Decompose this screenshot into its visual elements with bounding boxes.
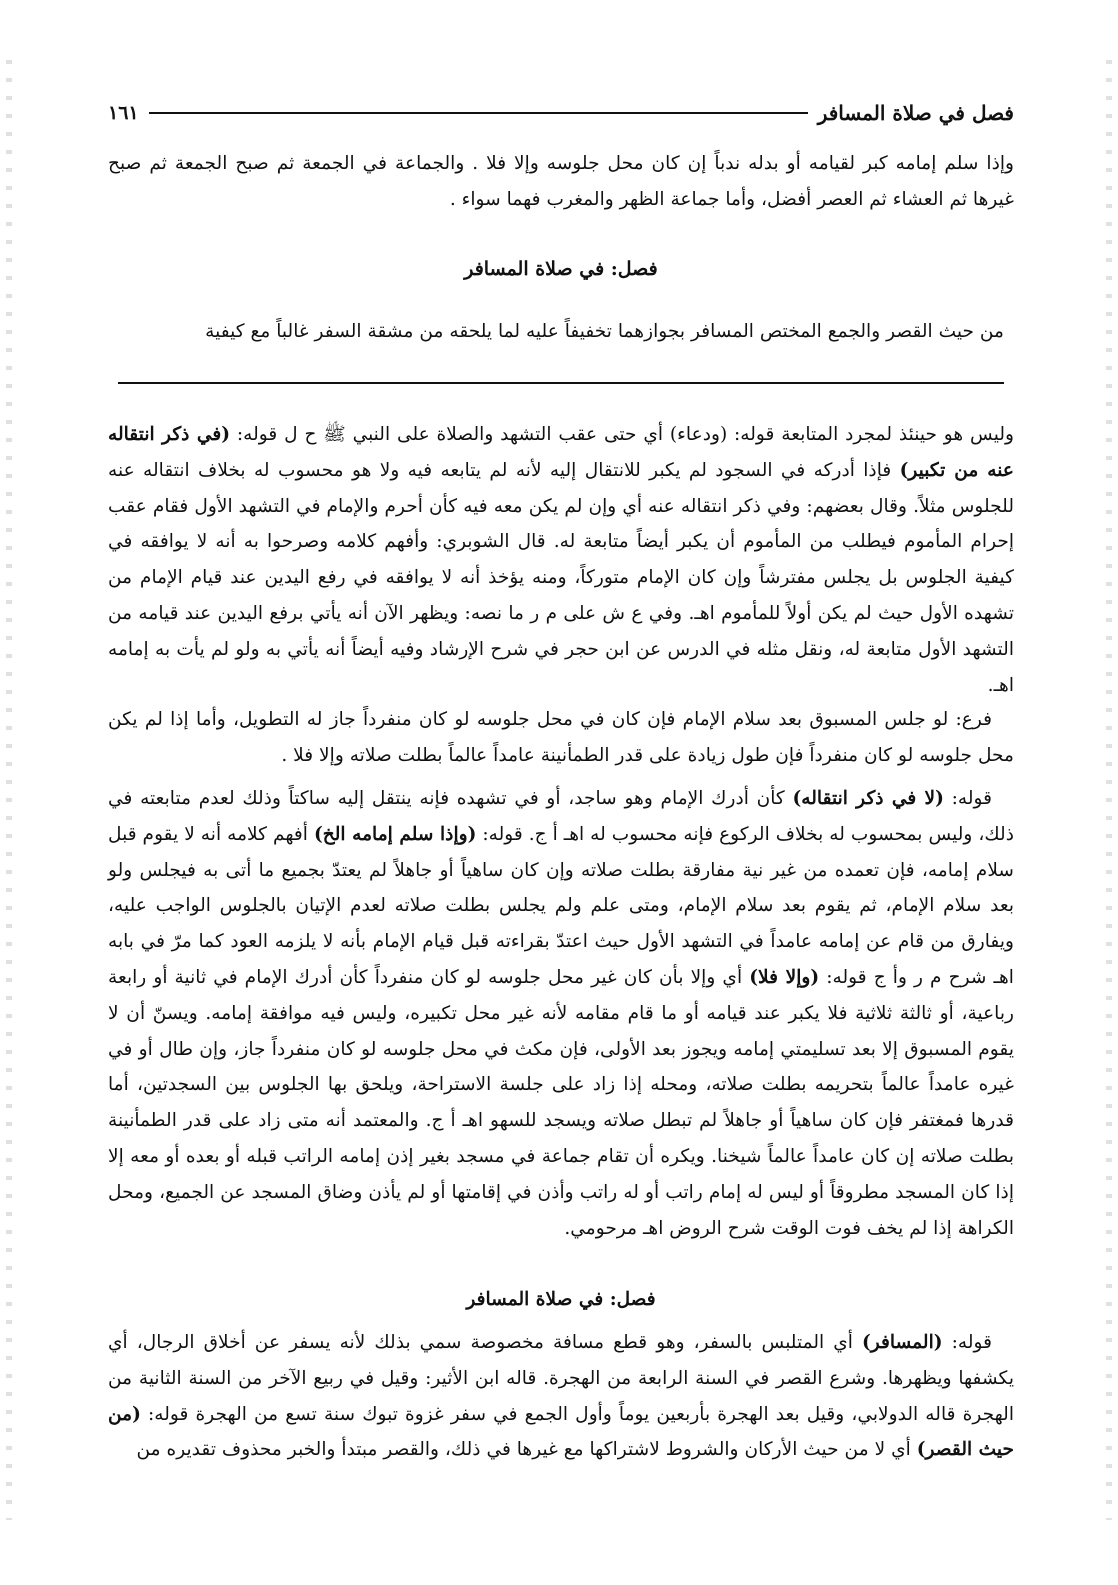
matn-paragraph-2: من حيث القصر والجمع المختص المسافر بجوازهما تخفيفاً عليه لما يلحقه من مشقة السفر غالباً مع كيفية bbox=[205, 321, 1004, 342]
page-number: ١٦١ bbox=[108, 102, 139, 124]
matn-paragraph: وإذا سلم إمامه كبر لقيامه أو بدله ندباً إن كان محل جلوسه وإلا فلا . والجماعة في الجمعة ثم صبح الجمعة ثم صبح غيرها ثم العشاء ثم العصر أفضل، وأما جماعة الظهر والمغرب فهما سواء . bbox=[108, 153, 1014, 210]
commentary-paragraph-2: فرع: لو جلس المسبوق بعد سلام الإمام فإن كان في محل جلوسه لو كان منفرداً جاز له التطويل، وأما إذا لم يكن محل جلوسه لو كان منفرداً فإن طول زيادة على قدر الطمأنينة عامداً عالماً بطلت صلاته وإلا فلا . bbox=[108, 709, 1014, 766]
page-edge-right bbox=[1106, 60, 1112, 1520]
page-edge-left bbox=[6, 60, 12, 1520]
section-heading-2: فصل: في صلاة المسافر bbox=[466, 1289, 656, 1310]
section-heading: فصل: في صلاة المسافر bbox=[464, 258, 658, 280]
header-title: فصل في صلاة المسافر bbox=[817, 101, 1014, 125]
running-header bbox=[108, 96, 1014, 130]
commentary-paragraph-1: وليس هو حينئذ لمجرد المتابعة قوله: (ودعاء) أي حتى عقب التشهد والصلاة على النبي ﷺ ح ل قوله: (في ذكر انتقاله عنه من تكبير) فإذا أدركه في السجود لم يكبر للانتقال إليه لأنه لم يتابعه فيه ولا هو محسوب له بخلاف انتقاله عنه للجلوس مثلاً. وقال بعضهم: وفي ذكر انتقاله عنه أي وإن لم يكن معه فيه كأن أحرم والإمام في التشهد الأول فقام عقب إحرام المأموم فيطلب من المأموم أن يكبر أيضاً متابعة له. قال الشوبري: وأفهم كلامه وصرحوا به أنه لا يوافقه في كيفية الجلوس بل يجلس مفترشاً وإن كان الإمام متوركاً، ومنه يؤخذ أنه لا يوافقه في رفع اليدين عند قيام الإمام من تشهده الأول حيث لم يكن أولاً للمأموم اهـ. وفي ع ش على م ر ما نصه: ويظهر الآن أنه يأتي برفع اليدين عند قيامه من التشهد الأول متابعة له، ونقل مثله في الدرس عن ابن حجر في شرح الإرشاد وفيه أيضاً أنه يأتي به ولو لم يأت به إمامه اهـ. bbox=[108, 424, 1014, 696]
commentary-paragraph-4: قوله: (المسافر) أي المتلبس بالسفر، وهو قطع مسافة مخصوصة سمي بذلك لأنه يسفر عن أخلاق الرجال، أي يكشفها ويظهرها. وشرع القصر في السنة الرابعة من الهجرة. قاله ابن الأثير: وقيل في ربيع الآخر من السنة الثانية من الهجرة قاله الدولابي، وقيل بعد الهجرة بأربعين يوماً وأول الجمع في سفر غزوة تبوك سنة تسع من الهجرة قوله: (من حيث القصر) أي لا من حيث الأركان والشروط لاشتراكها مع غيرها في ذلك، والقصر مبتدأ والخبر محذوف تقديره من bbox=[108, 1332, 1014, 1461]
matn-commentary-separator bbox=[118, 382, 1004, 384]
header-rule bbox=[149, 112, 808, 114]
commentary-paragraph-3: قوله: (لا في ذكر انتقاله) كأن أدرك الإمام وهو ساجد، أو في تشهده فإنه ينتقل إليه ساكتاً وذلك لعدم متابعته في ذلك، وليس بمحسوب له بخلاف الركوع فإنه محسوب له اهـ أ ج. قوله: (وإذا سلم إمامه الخ) أفهم كلامه أنه لا يقوم قبل سلام إمامه، فإن تعمده من غير نية مفارقة بطلت صلاته وإن كان ساهياً أو جاهلاً لم يعتدّ بجميع ما أتى به فيجلس ولو بعد سلام الإمام، ثم يقوم بعد سلام الإمام، ومتى علم ولم يجلس بطلت صلاته لعدم الإتيان بالجلوس الواجب عليه، ويفارق من قام عن إمامه عامداً في التشهد الأول حيث اعتدّ بقراءته قبل قيام الإمام بأنه لا يلزمه العود كما مرّ في بابه اهـ شرح م ر وأ ج قوله: (وإلا فلا) أي وإلا بأن كان غير محل جلوسه لو كان منفرداً كأن أدرك الإمام في ثانية أو رابعة رباعية، أو ثالثة ثلاثية فلا يكبر عند قيامه أو ما قام مقامه لأنه غير محل تكبيره، وليس فيه موافقة إمامه. ويسنّ أن لا يقوم المسبوق إلا بعد تسليمتي إمامه ويجوز بعد الأولى، فإن مكث في محل جلوسه لو كان منفرداً جاز، وإن طال أو في غيره عامداً عالماً بتحريمه بطلت صلاته، ومحله إذا زاد على جلسة الاستراحة، ويلحق بها الجلوس بين السجدتين، أما قدرها فمغتفر فإن كان ساهياً أو جاهلاً لم تبطل صلاته ويسجد للسهو اهـ أ ج. والمعتمد أنه متى زاد على قدر الطمأنينة بطلت صلاته إن كان عامداً عالماً شيخنا. ويكره أن تقام جماعة في مسجد بغير إذن إمامه الراتب قبله أو بعده أو معه إلا إذا كان المسجد مطروقاً أو ليس له إمام راتب أو له راتب وأذن في إقامتها أو لم يأذن وضاق المسجد عن الجميع، ومحل الكراهة إذا لم يخف فوت الوقت شرح الروض اهـ مرحومي. bbox=[108, 788, 1014, 1239]
